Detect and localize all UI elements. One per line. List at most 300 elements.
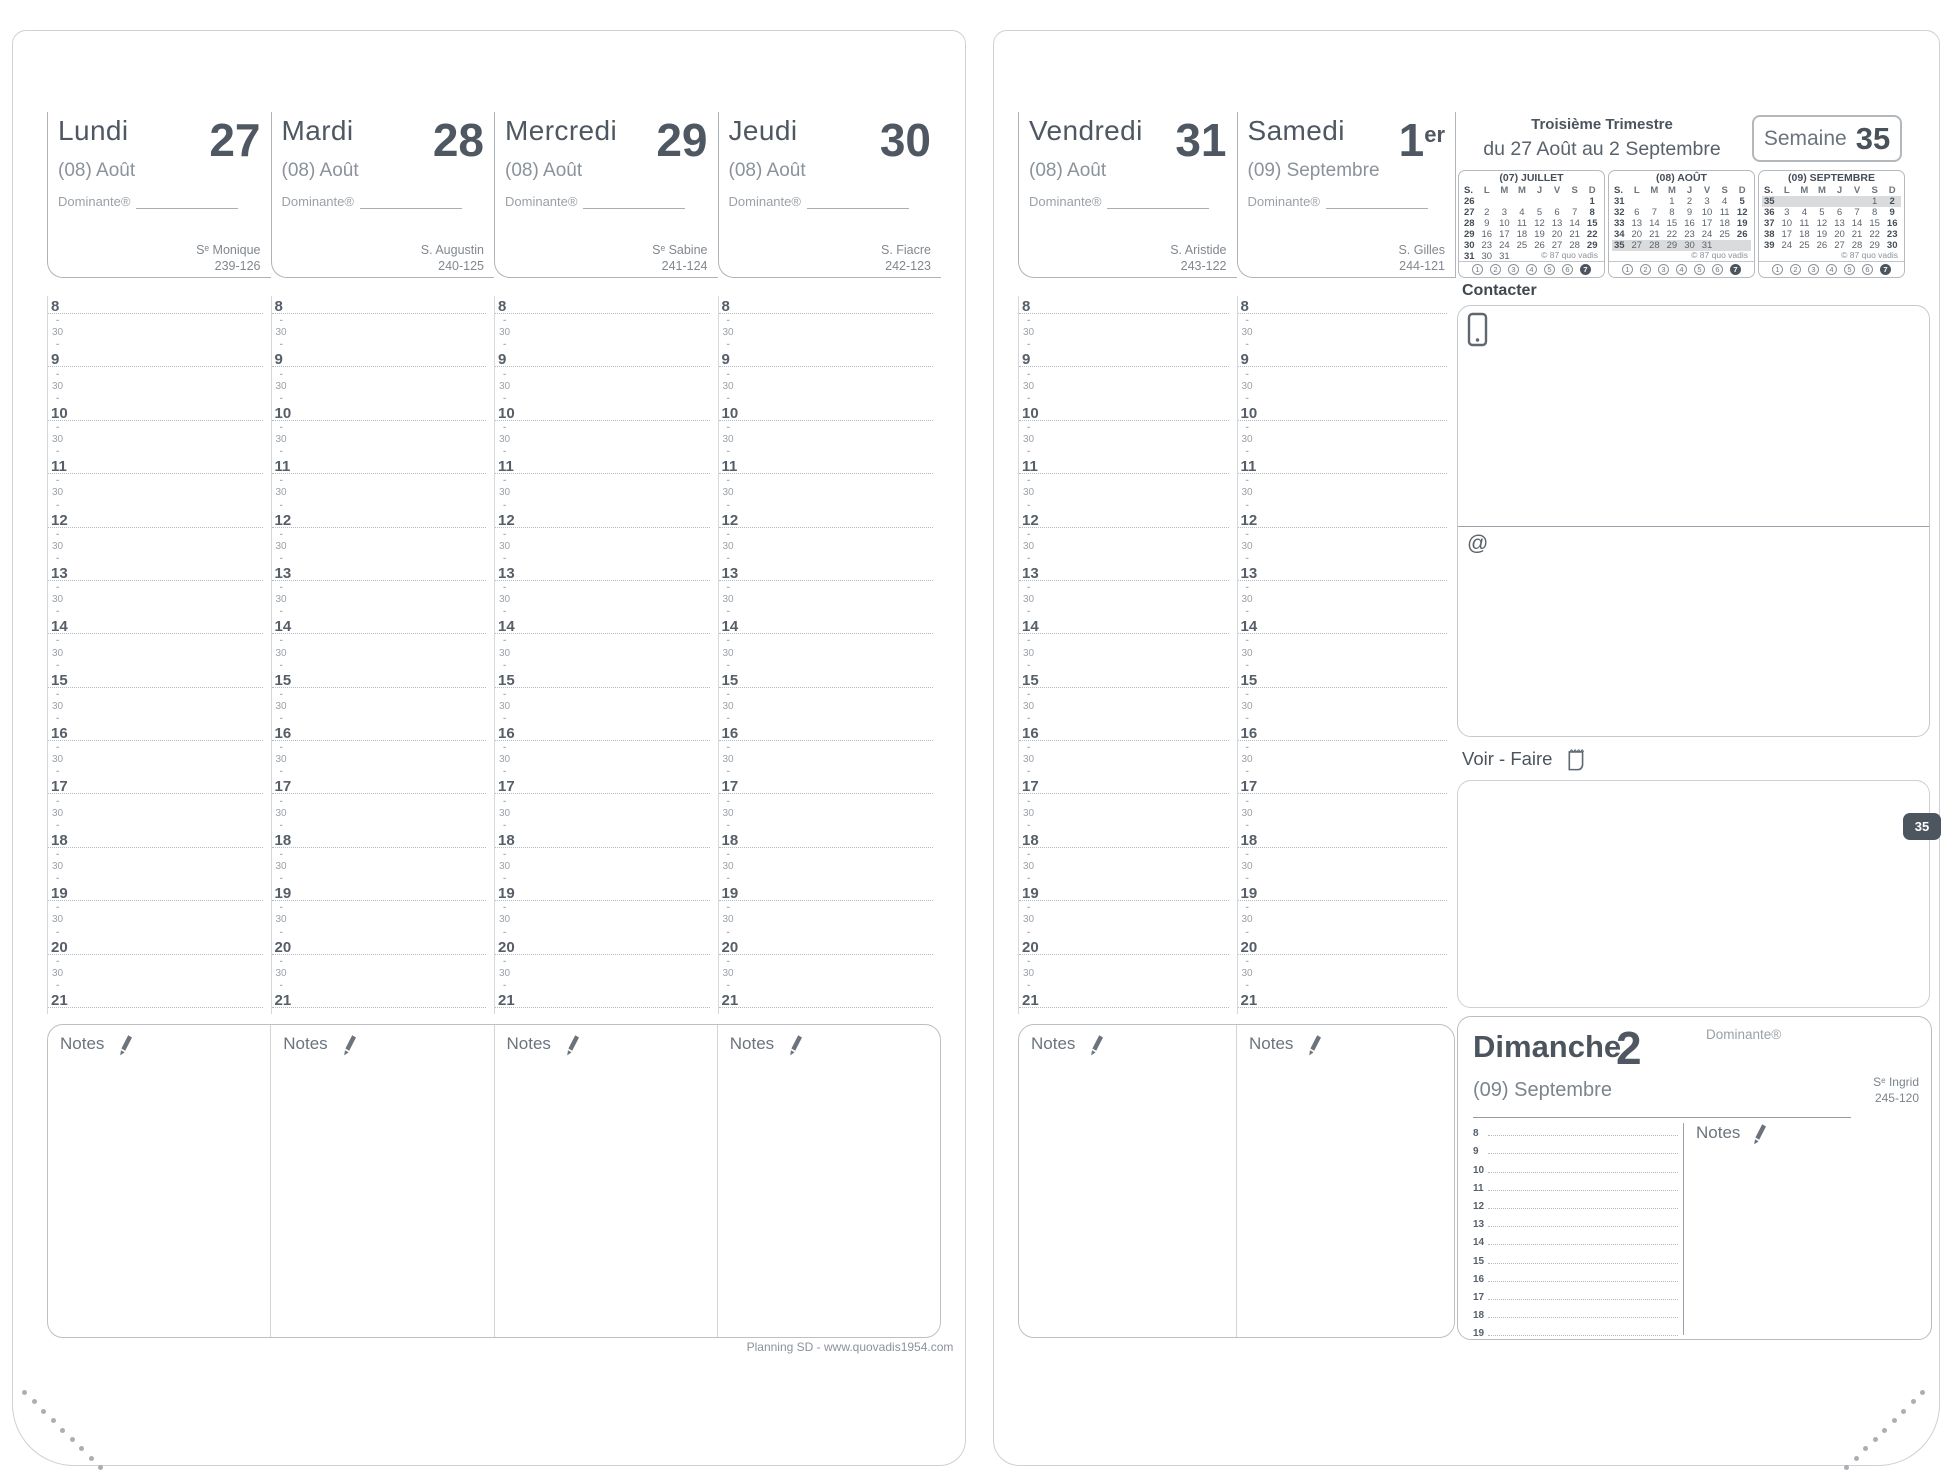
calendar-title: (09) SEPTEMBRE [1788, 172, 1875, 184]
quarter-tick: - [279, 635, 283, 647]
calendar-day-cell[interactable]: 31 [1701, 240, 1713, 251]
calendar-day-cell[interactable]: 23 [1684, 229, 1695, 240]
calendar-day-cell[interactable] [1531, 196, 1549, 207]
todo-box[interactable] [1457, 780, 1930, 1008]
calendar-day-cell[interactable]: 6 [1836, 207, 1843, 218]
calendar-day-cell[interactable]: 9 [1686, 207, 1693, 218]
sunday-hour-slot[interactable] [1473, 1157, 1678, 1175]
calendar-day-cell[interactable]: 10 [1499, 218, 1510, 229]
hour-slot[interactable] [1238, 296, 1451, 349]
calendar-day-cell[interactable] [1548, 196, 1566, 207]
notes-label: Notes [729, 1034, 775, 1053]
calendar-day-cell[interactable]: 5 [1739, 196, 1745, 207]
calendar-day-cell[interactable]: 10 [1781, 218, 1793, 229]
hour-slot[interactable] [1019, 670, 1232, 723]
hour-label: 20 [1240, 938, 1258, 956]
week-circle: 1 [1622, 264, 1633, 275]
notes-section[interactable] [48, 1025, 270, 1337]
calendar-day-cell[interactable]: 15 [1586, 218, 1598, 229]
calendar-day-cell[interactable] [1566, 196, 1584, 207]
dominante-line[interactable] [1107, 196, 1209, 209]
calendar-day-cell[interactable]: 19 [1534, 229, 1545, 240]
sunday-hour-slot[interactable] [1473, 1248, 1678, 1266]
hour-slot[interactable] [495, 563, 713, 616]
dominante-line[interactable] [1326, 196, 1428, 209]
calendar-day-cell[interactable]: 3 [1784, 207, 1790, 218]
hour-slot[interactable] [272, 990, 490, 1012]
calendar-day-cell[interactable]: 15 [1869, 218, 1880, 229]
hour-slot[interactable] [1019, 776, 1232, 829]
hour-slot[interactable] [1019, 990, 1232, 1012]
calendar-day-cell[interactable] [1796, 196, 1814, 207]
half-hour-label: 30 [722, 380, 734, 392]
hour-slot[interactable] [272, 776, 490, 829]
half-hour-label: 30 [499, 594, 511, 606]
calendar-day-cell[interactable]: 12 [1534, 218, 1545, 229]
half-hour-label: 30 [722, 327, 734, 339]
dominante-field[interactable] [505, 194, 708, 209]
sunday-hour-slot[interactable] [1473, 1121, 1678, 1139]
calendar-day-cell[interactable]: 15 [1666, 218, 1678, 229]
calendar-day-cell[interactable] [1496, 196, 1514, 207]
hour-label: 13 [721, 564, 739, 582]
calendar-day-cell[interactable] [1646, 196, 1664, 207]
hour-slot[interactable] [719, 296, 937, 349]
quarter-tick: - [726, 979, 730, 991]
calendar-day-cell[interactable]: 28 [1649, 240, 1660, 251]
dominante-field[interactable] [282, 194, 485, 209]
hour-label: 14 [274, 618, 292, 636]
sunday-hour-slot[interactable] [1473, 1267, 1678, 1285]
hour-slot[interactable] [1019, 403, 1232, 456]
hour-slot[interactable] [1238, 990, 1451, 1012]
quarter-tick: - [503, 606, 507, 618]
calendar-day-cell[interactable]: 24 [1781, 240, 1793, 251]
quarter-tick: - [1245, 688, 1249, 700]
hour-slot[interactable] [48, 830, 266, 883]
hour-slot[interactable] [1238, 456, 1451, 509]
hour-slot[interactable] [719, 670, 937, 723]
calendar-day-cell[interactable]: 25 [1719, 229, 1730, 240]
calendar-day-cell[interactable]: 1 [1871, 196, 1878, 207]
calendar-day-cell[interactable] [1813, 196, 1831, 207]
quarter-tick: - [56, 848, 60, 860]
hour-slot[interactable] [495, 830, 713, 883]
calendar-day-cell[interactable]: 5 [1819, 207, 1825, 218]
calendar-day-cell[interactable]: 22 [1869, 229, 1880, 240]
calendar-day-cell[interactable] [1848, 196, 1866, 207]
calendar-day-cell[interactable]: 26 [1534, 240, 1545, 251]
calendar-day-cell[interactable]: 24 [1499, 240, 1510, 251]
sunday-hour-slot[interactable] [1473, 1303, 1678, 1321]
hour-slot[interactable] [272, 830, 490, 883]
calendar-day-cell[interactable]: 11 [1799, 218, 1810, 229]
quarter-tick: - [726, 848, 730, 860]
calendar-day-cell[interactable]: 6 [1554, 207, 1560, 218]
calendar-day-cell[interactable]: 24 [1701, 229, 1713, 240]
calendar-day-cell[interactable]: 12 [1736, 207, 1748, 218]
hour-slot[interactable] [1238, 830, 1451, 883]
hour-slot[interactable] [272, 456, 490, 509]
quarter-tick: - [1245, 392, 1249, 404]
week-side-tab[interactable]: 35 [1903, 813, 1941, 840]
dominante-line[interactable] [1473, 1117, 1851, 1118]
half-hour-label: 30 [52, 380, 64, 392]
calendar-day-cell[interactable]: 13 [1834, 218, 1845, 229]
sunday-hour-slot[interactable] [1473, 1139, 1678, 1157]
calendar-header-cell: M [1500, 185, 1509, 196]
hour-slot[interactable] [1019, 563, 1232, 616]
hour-slot[interactable] [719, 563, 937, 616]
calendar-day-cell[interactable]: 23 [1886, 229, 1898, 240]
calendar-day-cell[interactable]: 8 [1589, 207, 1595, 218]
calendar-day-cell[interactable]: 2 [1686, 196, 1693, 207]
calendar-day-cell[interactable]: 27 [1834, 240, 1845, 251]
calendar-day-cell[interactable]: 2 [1484, 207, 1490, 218]
pencil-icon [1091, 1034, 1104, 1056]
hour-label: 13 [51, 564, 68, 582]
calendar-day-cell[interactable]: 25 [1799, 240, 1810, 251]
mini-calendar [1758, 170, 1905, 278]
dominante-line[interactable] [360, 196, 462, 209]
hour-slot[interactable] [719, 510, 937, 563]
calendar-day-cell[interactable]: 4 [1721, 196, 1728, 207]
calendar-day-cell[interactable]: 9 [1889, 207, 1895, 218]
hour-slot[interactable] [48, 403, 266, 456]
hour-slot[interactable] [1019, 937, 1232, 990]
calendar-day-cell[interactable]: 20 [1551, 229, 1563, 240]
hour-slot[interactable] [495, 723, 713, 776]
calendar-day-cell[interactable]: 31 [1499, 251, 1510, 262]
half-hour-label: 30 [1241, 380, 1253, 392]
half-hour-label: 30 [52, 700, 64, 712]
hour-slot[interactable] [48, 670, 266, 723]
hour-line [272, 349, 487, 367]
day-name: Samedi [1247, 115, 1345, 146]
calendar-day-cell[interactable]: 4 [1801, 207, 1807, 218]
calendar-day-cell[interactable]: 1 [1589, 196, 1595, 207]
hour-slot[interactable] [495, 349, 713, 402]
half-hour-label: 30 [722, 487, 734, 499]
hour-label: 13 [274, 564, 292, 582]
hour-slot[interactable] [48, 563, 266, 616]
hour-slot[interactable] [48, 456, 266, 509]
hour-slot[interactable] [495, 670, 713, 723]
hour-slot[interactable] [495, 616, 713, 669]
hour-slot[interactable] [1238, 616, 1451, 669]
calendar-day-cell[interactable]: 16 [1886, 218, 1898, 229]
sunday-hour-slot[interactable] [1473, 1176, 1678, 1194]
calendar-day-cell[interactable] [1513, 196, 1531, 207]
day-name: Lundi [58, 115, 129, 146]
calendar-header-row [1612, 185, 1751, 196]
quarter-tick: - [726, 795, 730, 807]
hour-slot[interactable] [719, 937, 937, 990]
hour-slot[interactable] [48, 776, 266, 829]
hour-slot[interactable] [495, 937, 713, 990]
hour-label: 11 [721, 458, 738, 476]
dominante-line[interactable] [583, 196, 685, 209]
hour-line [1238, 403, 1448, 421]
quarter-tick: - [56, 315, 60, 327]
hour-slot[interactable] [495, 456, 713, 509]
calendar-day-cell[interactable]: 7 [1651, 207, 1657, 218]
calendar-header-cell: J [1686, 185, 1693, 196]
calendar-day-cell[interactable]: 5 [1536, 207, 1543, 218]
hour-slot[interactable] [719, 830, 937, 883]
hour-slot[interactable] [48, 990, 266, 1012]
hour-slot[interactable] [48, 723, 266, 776]
calendar-day-cell[interactable]: 7 [1571, 207, 1578, 218]
calendar-day-cell[interactable]: 13 [1551, 218, 1563, 229]
hour-line [1019, 510, 1229, 528]
calendar-day-cell[interactable]: 21 [1569, 229, 1580, 240]
quarter-tick: - [1027, 635, 1031, 647]
calendar-day-cell[interactable]: 14 [1649, 218, 1660, 229]
hour-slot[interactable] [719, 403, 937, 456]
hour-slot[interactable] [719, 456, 937, 509]
calendar-day-cell[interactable]: 8 [1669, 207, 1675, 218]
hour-slot[interactable] [719, 349, 937, 402]
hour-line [495, 296, 710, 314]
quarter-tick: - [1245, 368, 1249, 380]
hour-line [272, 563, 487, 581]
hour-slot[interactable] [272, 670, 490, 723]
calendar-day-cell[interactable]: 26 [1816, 240, 1828, 251]
calendar-day-cell[interactable] [1628, 196, 1646, 207]
hour-slot[interactable] [1238, 776, 1451, 829]
hour-label: 16 [51, 725, 68, 742]
calendar-day-cell[interactable]: 19 [1816, 229, 1828, 240]
quarter-tick: - [56, 475, 60, 487]
calendar-day-cell[interactable]: 21 [1649, 229, 1660, 240]
calendar-day-cell[interactable]: 18 [1719, 218, 1730, 229]
hour-slot[interactable] [1238, 563, 1451, 616]
hour-slot[interactable] [272, 883, 490, 936]
calendar-day-cell[interactable]: 6 [1634, 207, 1640, 218]
hour-slot[interactable] [1019, 456, 1232, 509]
dominante-line[interactable] [136, 196, 238, 209]
calendar-day-cell[interactable]: 4 [1519, 207, 1525, 218]
dominante-field[interactable] [1248, 194, 1446, 209]
calendar-day-cell[interactable]: 18 [1516, 229, 1528, 240]
dominante-label: Dominante® [281, 194, 354, 209]
hour-slot[interactable] [719, 883, 937, 936]
calendar-day-cell[interactable]: 14 [1569, 218, 1580, 229]
notes-section[interactable] [1696, 1123, 1767, 1145]
hour-line [1019, 616, 1229, 634]
calendar-day-cell[interactable]: 16 [1684, 218, 1695, 229]
quarter-tick: - [503, 848, 507, 860]
sunday-hour-slot[interactable] [1473, 1230, 1678, 1248]
calendar-day-cell[interactable]: 13 [1631, 218, 1643, 229]
hour-slot[interactable] [48, 510, 266, 563]
hour-slot[interactable] [1238, 670, 1451, 723]
calendar-day-cell[interactable]: 12 [1816, 218, 1828, 229]
calendar-day-cell[interactable]: 29 [1666, 240, 1678, 251]
calendar-day-cell[interactable]: 9 [1484, 218, 1490, 229]
day-number: 2 [1616, 1022, 1642, 1074]
calendar-day-cell[interactable]: 8 [1871, 207, 1878, 218]
quarter-tick: - [503, 635, 507, 647]
hour-slot[interactable] [719, 776, 937, 829]
hour-slot[interactable] [1238, 403, 1451, 456]
calendar-day-cell[interactable] [1778, 196, 1796, 207]
calendar-copyright: © 87 quo vadis [1691, 250, 1748, 260]
quarter-tick: - [56, 368, 60, 380]
hour-line [272, 403, 487, 421]
calendar-day-cell[interactable] [1831, 196, 1849, 207]
hour-line [272, 296, 487, 314]
pencil-icon [567, 1034, 580, 1056]
hour-line [272, 830, 487, 848]
hour-slot[interactable] [1019, 883, 1232, 936]
hour-slot[interactable] [48, 616, 266, 669]
hour-slot[interactable] [719, 990, 937, 1012]
hour-label: 20 [1022, 938, 1039, 956]
calendar-day-cell[interactable]: 17 [1781, 229, 1793, 240]
notes-section[interactable] [717, 1025, 940, 1337]
hour-slot[interactable] [495, 403, 713, 456]
calendar-day-cell[interactable]: 26 [1736, 229, 1748, 240]
hour-slot[interactable] [1019, 296, 1232, 349]
hour-line [1019, 776, 1229, 794]
hour-slot[interactable] [48, 883, 266, 936]
hour-slot[interactable] [272, 349, 490, 402]
quarter-tick: - [1027, 606, 1031, 618]
sunday-hour-slot[interactable] [1473, 1194, 1678, 1212]
calendar-day-cell[interactable]: 23 [1481, 240, 1493, 251]
calendar-day-cell[interactable]: 1 [1669, 196, 1675, 207]
calendar-day-cell[interactable]: 7 [1854, 207, 1860, 218]
calendar-day-cell[interactable]: 30 [1886, 240, 1898, 251]
hour-slot[interactable] [1019, 830, 1232, 883]
saint-name: Sᵉ Ingrid [1873, 1075, 1919, 1089]
quarter-tick: - [279, 368, 283, 380]
hour-slot[interactable] [272, 937, 490, 990]
hour-slot[interactable] [272, 403, 490, 456]
quarter-tick: - [1245, 766, 1249, 778]
half-hour-label: 30 [1241, 807, 1253, 819]
calendar-day-cell[interactable]: 22 [1666, 229, 1678, 240]
dominante-line[interactable] [807, 196, 909, 209]
calendar-day-cell[interactable]: 16 [1481, 229, 1493, 240]
hour-slot[interactable] [272, 616, 490, 669]
calendar-day-cell[interactable]: 21 [1851, 229, 1863, 240]
dominante-field[interactable] [58, 194, 261, 209]
calendar-day-cell[interactable]: 25 [1516, 240, 1528, 251]
notes-section[interactable] [494, 1025, 717, 1337]
hour-slot[interactable] [719, 616, 937, 669]
calendar-day-cell[interactable]: 17 [1499, 229, 1510, 240]
half-hour-label: 30 [722, 967, 734, 979]
calendar-day-cell[interactable]: 17 [1701, 218, 1713, 229]
hour-slot[interactable] [1238, 937, 1451, 990]
calendar-day-cell[interactable]: 3 [1501, 207, 1507, 218]
quarter-tick: - [726, 499, 730, 511]
dominante-field[interactable] [1029, 194, 1227, 209]
calendar-day-cell[interactable]: 20 [1631, 229, 1643, 240]
calendar-day-cell[interactable]: 28 [1851, 240, 1863, 251]
quarter-tick: - [1027, 421, 1031, 433]
half-hour-label: 30 [722, 594, 734, 606]
calendar-day-cell[interactable]: 27 [1551, 240, 1563, 251]
calendar-day-cell[interactable]: 19 [1736, 218, 1748, 229]
hour-line [495, 349, 710, 367]
calendar-day-cell[interactable] [1478, 196, 1496, 207]
quarter-tick: - [279, 606, 283, 618]
week-range: du 27 Août au 2 Septembre [1483, 138, 1721, 160]
hour-slot[interactable] [272, 723, 490, 776]
calendar-day-cell[interactable]: 11 [1516, 218, 1527, 229]
hour-slot[interactable] [272, 296, 490, 349]
quarter-tick: - [1245, 606, 1249, 618]
calendar-day-cell[interactable]: 18 [1799, 229, 1810, 240]
hour-slot[interactable] [272, 563, 490, 616]
calendar-day-cell[interactable]: 30 [1481, 251, 1493, 262]
hour-slot[interactable] [495, 510, 713, 563]
hour-slot[interactable] [495, 296, 713, 349]
contact-box[interactable] [1457, 305, 1930, 737]
hour-slot[interactable] [1238, 723, 1451, 776]
hour-slot[interactable] [495, 990, 713, 1012]
calendar-day-cell[interactable]: 29 [1869, 240, 1880, 251]
week-circle: 3 [1808, 264, 1819, 275]
calendar-day-cell[interactable]: 2 [1889, 196, 1895, 207]
hour-slot[interactable] [1019, 616, 1232, 669]
calendar-copyright: © 87 quo vadis [1541, 250, 1598, 260]
quarter-tick: - [503, 766, 507, 778]
notes-section[interactable] [1236, 1025, 1454, 1337]
calendar-day-cell[interactable]: 10 [1701, 207, 1713, 218]
sunday-hour-slot[interactable] [1473, 1285, 1678, 1303]
hour-slot[interactable] [1019, 349, 1232, 402]
sunday-hour-slot[interactable] [1473, 1321, 1678, 1339]
calendar-day-cell[interactable]: 30 [1684, 240, 1695, 251]
day-name: Dimanche [1473, 1029, 1622, 1064]
calendar-day-cell[interactable]: 27 [1631, 240, 1643, 251]
calendar-day-cell[interactable]: 3 [1704, 196, 1710, 207]
hour-slot[interactable] [719, 723, 937, 776]
hour-slot[interactable] [1019, 510, 1232, 563]
hour-slot[interactable] [272, 510, 490, 563]
sunday-hour-slot[interactable] [1473, 1212, 1678, 1230]
calendar-day-cell[interactable]: 22 [1586, 229, 1598, 240]
hour-label: 20 [51, 938, 68, 956]
calendar-day-cell[interactable]: 28 [1569, 240, 1580, 251]
hour-slot[interactable] [495, 883, 713, 936]
dominante-field[interactable] [729, 194, 932, 209]
calendar-day-cell[interactable]: 29 [1586, 240, 1598, 251]
hour-slot[interactable] [48, 349, 266, 402]
hour-slot[interactable] [1238, 883, 1451, 936]
notes-section[interactable] [270, 1025, 493, 1337]
notes-section[interactable] [1019, 1025, 1236, 1337]
hour-slot[interactable] [1238, 349, 1451, 402]
calendar-day-cell[interactable]: 20 [1834, 229, 1845, 240]
half-hour-label: 30 [275, 487, 287, 499]
half-hour-label: 30 [722, 540, 734, 552]
calendar-week-row [1612, 196, 1751, 207]
day-header [1237, 112, 1456, 278]
hour-slot[interactable] [48, 937, 266, 990]
hour-slot[interactable] [1238, 510, 1451, 563]
calendar-day-cell[interactable]: 14 [1851, 218, 1863, 229]
calendar-day-cell[interactable]: 11 [1719, 207, 1730, 218]
hour-slot[interactable] [1019, 723, 1232, 776]
hour-slot[interactable] [48, 296, 266, 349]
hour-slot[interactable] [495, 776, 713, 829]
